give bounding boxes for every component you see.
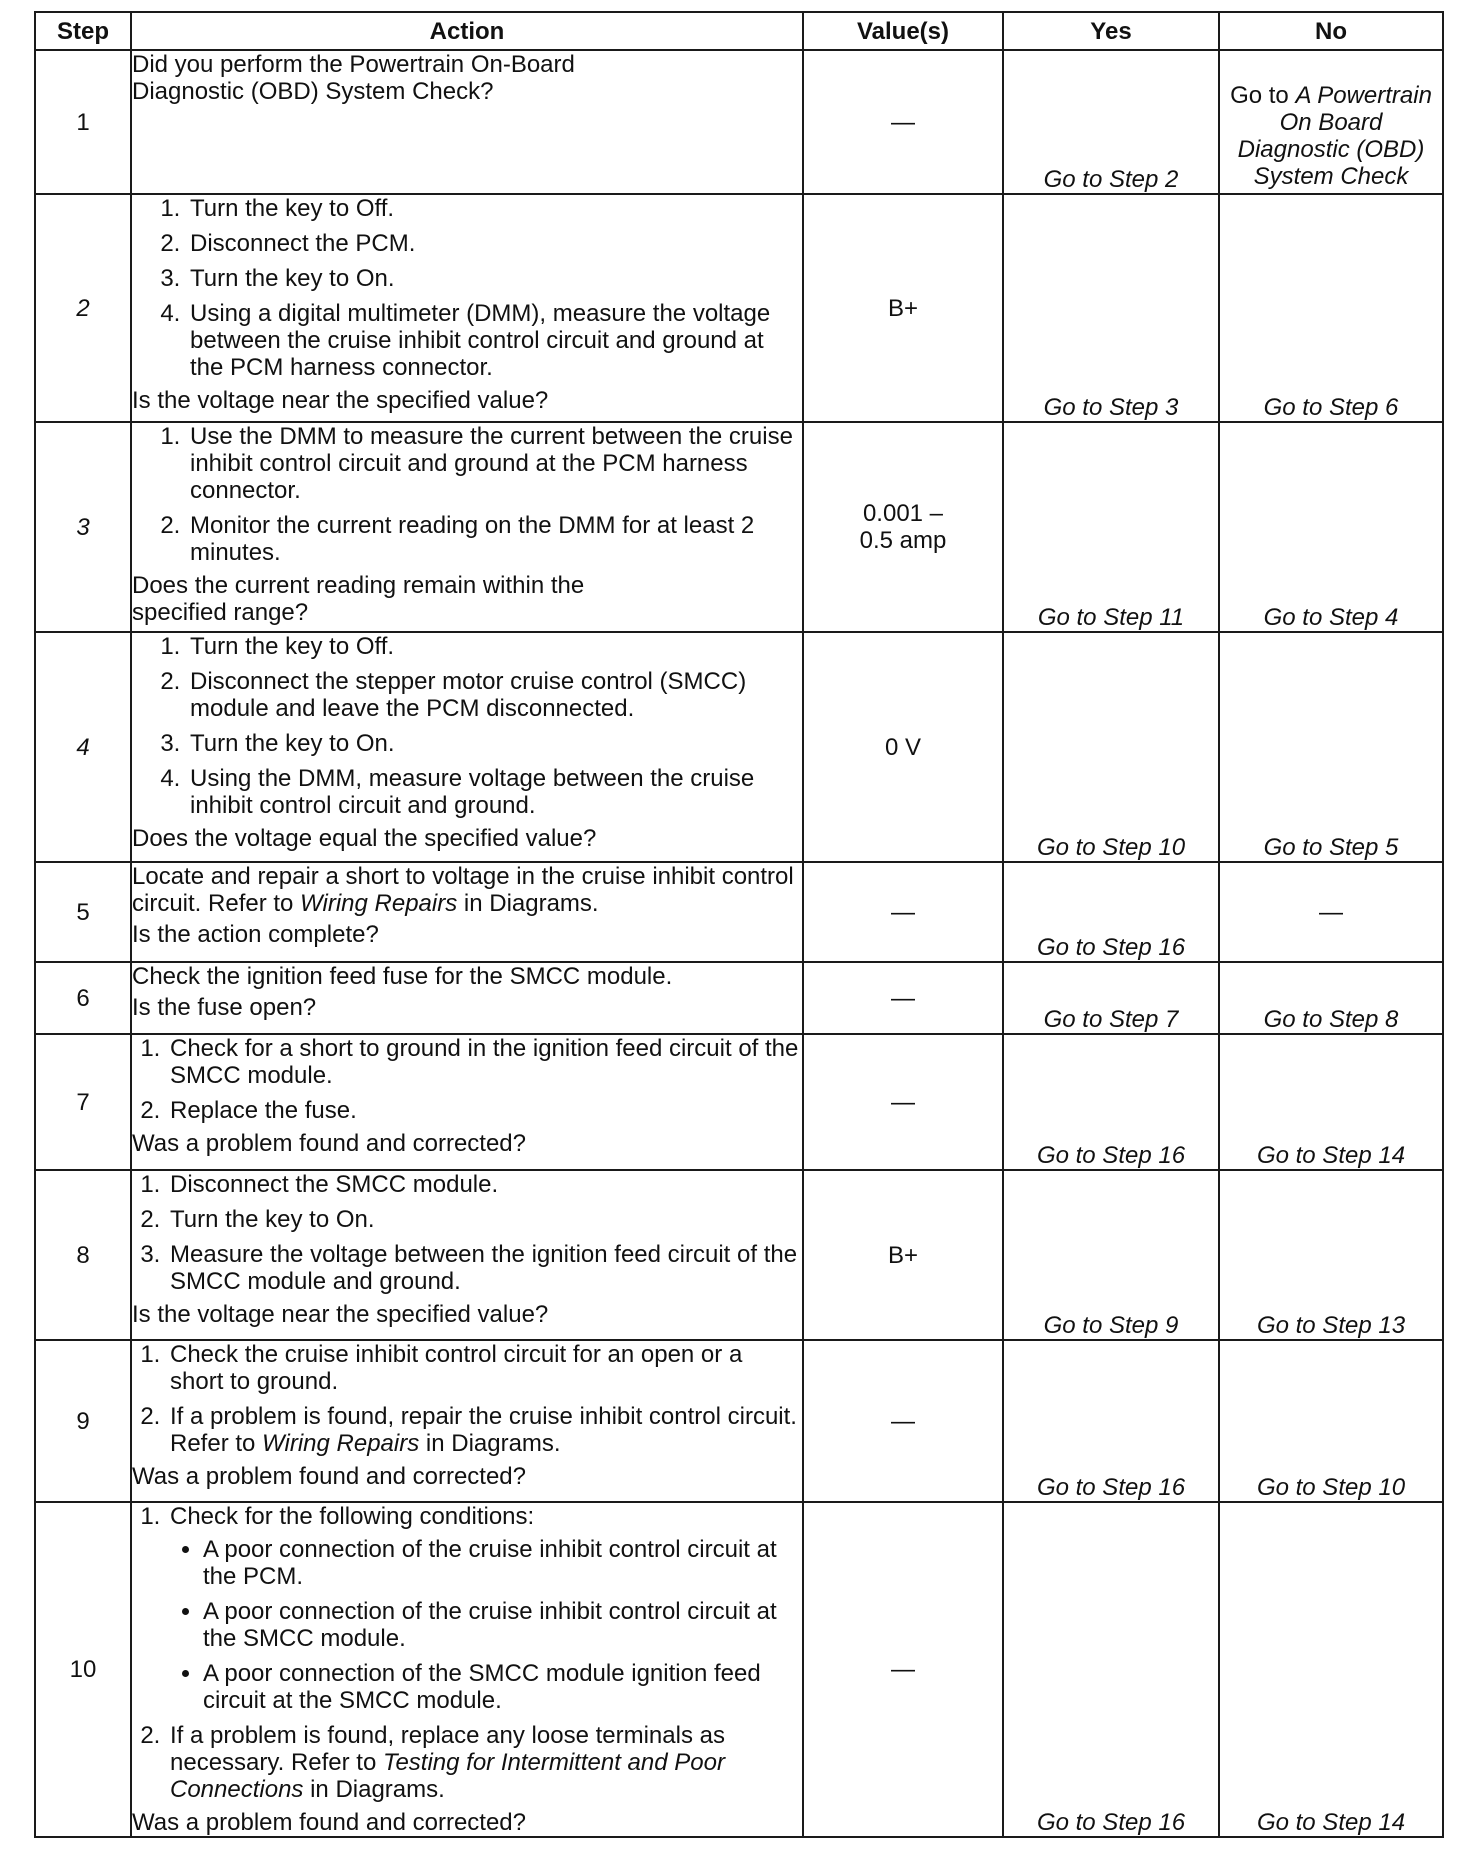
action-step-text: Check for the following conditions:	[170, 1503, 535, 1530]
header-no: No	[1219, 12, 1443, 50]
yes-cell: Go to Step 11	[1003, 422, 1219, 632]
action-cell	[131, 1170, 803, 1340]
action-step-item: 1. Disconnect the SMCC module.	[167, 1171, 802, 1198]
table-row-step-1	[35, 50, 1443, 194]
condition-item: • A poor connection of the cruise inhibit control circuit at the SMCC module.	[203, 1598, 802, 1652]
diagnostic-table	[34, 11, 1444, 1838]
action-step-item	[167, 1503, 802, 1714]
step-number: 6	[35, 962, 131, 1034]
value-cell: B+	[803, 194, 1003, 422]
yes-cell: Go to Step 7	[1003, 962, 1219, 1034]
value-cell: —	[803, 862, 1003, 962]
condition-item: • A poor connection of the SMCC module ignition feed circuit at the SMCC module.	[203, 1660, 802, 1714]
action-step-item: 2. Replace the fuse.	[167, 1097, 802, 1124]
action-step-item: 1. Turn the key to Off.	[187, 633, 802, 660]
action-steps	[132, 1171, 802, 1295]
yes-cell: Go to Step 16	[1003, 1034, 1219, 1170]
yes-cell: Go to Step 16	[1003, 862, 1219, 962]
wiring-repairs-reference: Wiring Repairs	[300, 890, 458, 917]
action-text-part: If a problem is found, repair the cruise inhibit control circuit. Refer to	[170, 1403, 797, 1457]
value-line: 0.001 –	[862, 500, 944, 527]
no-cell: Go to Step 5	[1219, 632, 1443, 862]
step-number: 7	[35, 1034, 131, 1170]
condition-item: • A poor connection of the cruise inhibit control circuit at the PCM.	[203, 1536, 802, 1590]
action-question: Does the voltage equal the specified value?	[132, 825, 597, 852]
action-step-item: 2. Disconnect the PCM.	[187, 230, 802, 257]
action-question: Is the fuse open?	[132, 994, 317, 1021]
table-row-step-5	[35, 862, 1443, 962]
action-question: Was a problem found and corrected?	[132, 1463, 526, 1490]
action-step-item: 4. Using the DMM, measure voltage between the cruise inhibit control circuit and ground.	[187, 765, 802, 819]
action-cell	[131, 194, 803, 422]
no-cell: Go to Step 10	[1219, 1340, 1443, 1502]
table-row-step-6	[35, 962, 1443, 1034]
action-question: Does the current reading remain within the specified range?	[132, 572, 585, 626]
condition-list	[170, 1536, 802, 1714]
action-step-item: 4. Using a digital multimeter (DMM), measure the voltage between the cruise inhibit control circuit and ground at the PCM harness connector.	[187, 300, 802, 381]
table-row-step-4	[35, 632, 1443, 862]
step-number: 1	[35, 50, 131, 194]
table-row-step-8	[35, 1170, 1443, 1340]
yes-cell: Go to Step 2	[1003, 50, 1219, 194]
diagnostic-table-document	[34, 11, 1442, 1838]
action-cell	[131, 50, 803, 194]
table-row-step-3	[35, 422, 1443, 632]
no-cell: —	[1219, 862, 1443, 962]
value-cell: —	[803, 1502, 1003, 1837]
action-step-item: 3. Measure the voltage between the ignition feed circuit of the SMCC module and ground.	[167, 1241, 802, 1295]
action-step-item	[167, 1722, 802, 1803]
yes-cell: Go to Step 16	[1003, 1340, 1219, 1502]
no-cell: Go to Step 13	[1219, 1170, 1443, 1340]
action-question: Was a problem found and corrected?	[132, 1130, 526, 1157]
table-row-step-2	[35, 194, 1443, 422]
no-cell: Go to Step 4	[1219, 422, 1443, 632]
action-steps	[132, 1503, 802, 1803]
action-steps	[132, 633, 802, 819]
step-number: 4	[35, 632, 131, 862]
action-text-part: in Diagrams.	[457, 890, 599, 917]
action-steps	[132, 1035, 802, 1124]
no-cell: Go to Step 6	[1219, 194, 1443, 422]
action-step-item: 1. Use the DMM to measure the current between the cruise inhibit control circuit and ground at the PCM harness connector.	[187, 423, 802, 504]
action-cell	[131, 422, 803, 632]
action-steps	[132, 195, 802, 381]
no-cell	[1219, 50, 1443, 194]
header-step: Step	[35, 12, 131, 50]
action-step-item	[167, 1403, 802, 1457]
action-cell	[131, 1340, 803, 1502]
no-prefix: Go to	[1230, 82, 1296, 109]
yes-cell: Go to Step 9	[1003, 1170, 1219, 1340]
action-question: Did you perform the Powertrain On-Board Diagnostic (OBD) System Check?	[132, 51, 575, 105]
step-number: 10	[35, 1502, 131, 1837]
yes-cell: Go to Step 3	[1003, 194, 1219, 422]
action-question: Was a problem found and corrected?	[132, 1809, 526, 1836]
value-cell: 0 V	[803, 632, 1003, 862]
action-step-item: 1. Check the cruise inhibit control circuit for an open or a short to ground.	[167, 1341, 802, 1395]
value-cell	[803, 422, 1003, 632]
step-number: 3	[35, 422, 131, 632]
header-action: Action	[131, 12, 803, 50]
no-cell: Go to Step 14	[1219, 1034, 1443, 1170]
action-step-item: 2. Monitor the current reading on the DMM for at least 2 minutes.	[187, 512, 802, 566]
action-question: Is the voltage near the specified value?	[132, 1301, 549, 1328]
value-cell: B+	[803, 1170, 1003, 1340]
value-line: 0.5 amp	[859, 527, 947, 554]
step-number: 2	[35, 194, 131, 422]
table-row-step-10	[35, 1502, 1443, 1837]
step-number: 5	[35, 862, 131, 962]
action-cell	[131, 862, 803, 962]
action-text-part: If a problem is found, replace any loose terminals as necessary. Refer to	[170, 1722, 725, 1776]
header-values: Value(s)	[803, 12, 1003, 50]
value-cell: —	[803, 1340, 1003, 1502]
step-number: 9	[35, 1340, 131, 1502]
action-text: Check the ignition feed fuse for the SMCC module.	[132, 963, 673, 990]
action-question: Is the voltage near the specified value?	[132, 387, 549, 414]
table-row-step-9	[35, 1340, 1443, 1502]
header-yes: Yes	[1003, 12, 1219, 50]
action-cell	[131, 962, 803, 1034]
wiring-repairs-reference: Wiring Repairs	[262, 1430, 420, 1457]
no-cell: Go to Step 8	[1219, 962, 1443, 1034]
action-steps	[132, 423, 802, 566]
action-cell	[131, 1034, 803, 1170]
action-text-part: in Diagrams.	[419, 1430, 561, 1457]
action-text-part: in Diagrams.	[303, 1776, 445, 1803]
value-cell: —	[803, 50, 1003, 194]
action-step-item: 2. Turn the key to On.	[167, 1206, 802, 1233]
value-cell: —	[803, 1034, 1003, 1170]
action-step-item: 3. Turn the key to On.	[187, 265, 802, 292]
action-cell	[131, 1502, 803, 1837]
testing-intermittent-reference: Testing for Intermittent and Poor Connections	[170, 1749, 725, 1803]
no-cell: Go to Step 14	[1219, 1502, 1443, 1837]
action-text-part: Locate and repair a short to voltage in the cruise inhibit control circuit. Refer to	[132, 863, 794, 917]
header-row	[35, 12, 1443, 50]
yes-cell: Go to Step 16	[1003, 1502, 1219, 1837]
action-cell	[131, 632, 803, 862]
action-text	[132, 863, 802, 917]
yes-cell: Go to Step 10	[1003, 632, 1219, 862]
action-step-item: 1. Check for a short to ground in the ignition feed circuit of the SMCC module.	[167, 1035, 802, 1089]
value-cell: —	[803, 962, 1003, 1034]
action-step-item: 3. Turn the key to On.	[187, 730, 802, 757]
action-steps	[132, 1341, 802, 1457]
action-step-item: 1. Turn the key to Off.	[187, 195, 802, 222]
action-question: Is the action complete?	[132, 921, 379, 948]
action-step-item: 2. Disconnect the stepper motor cruise control (SMCC) module and leave the PCM disconnected.	[187, 668, 802, 722]
step-number: 8	[35, 1170, 131, 1340]
table-row-step-7	[35, 1034, 1443, 1170]
no-link: A Powertrain On Board Diagnostic (OBD) System Check	[1237, 82, 1432, 190]
